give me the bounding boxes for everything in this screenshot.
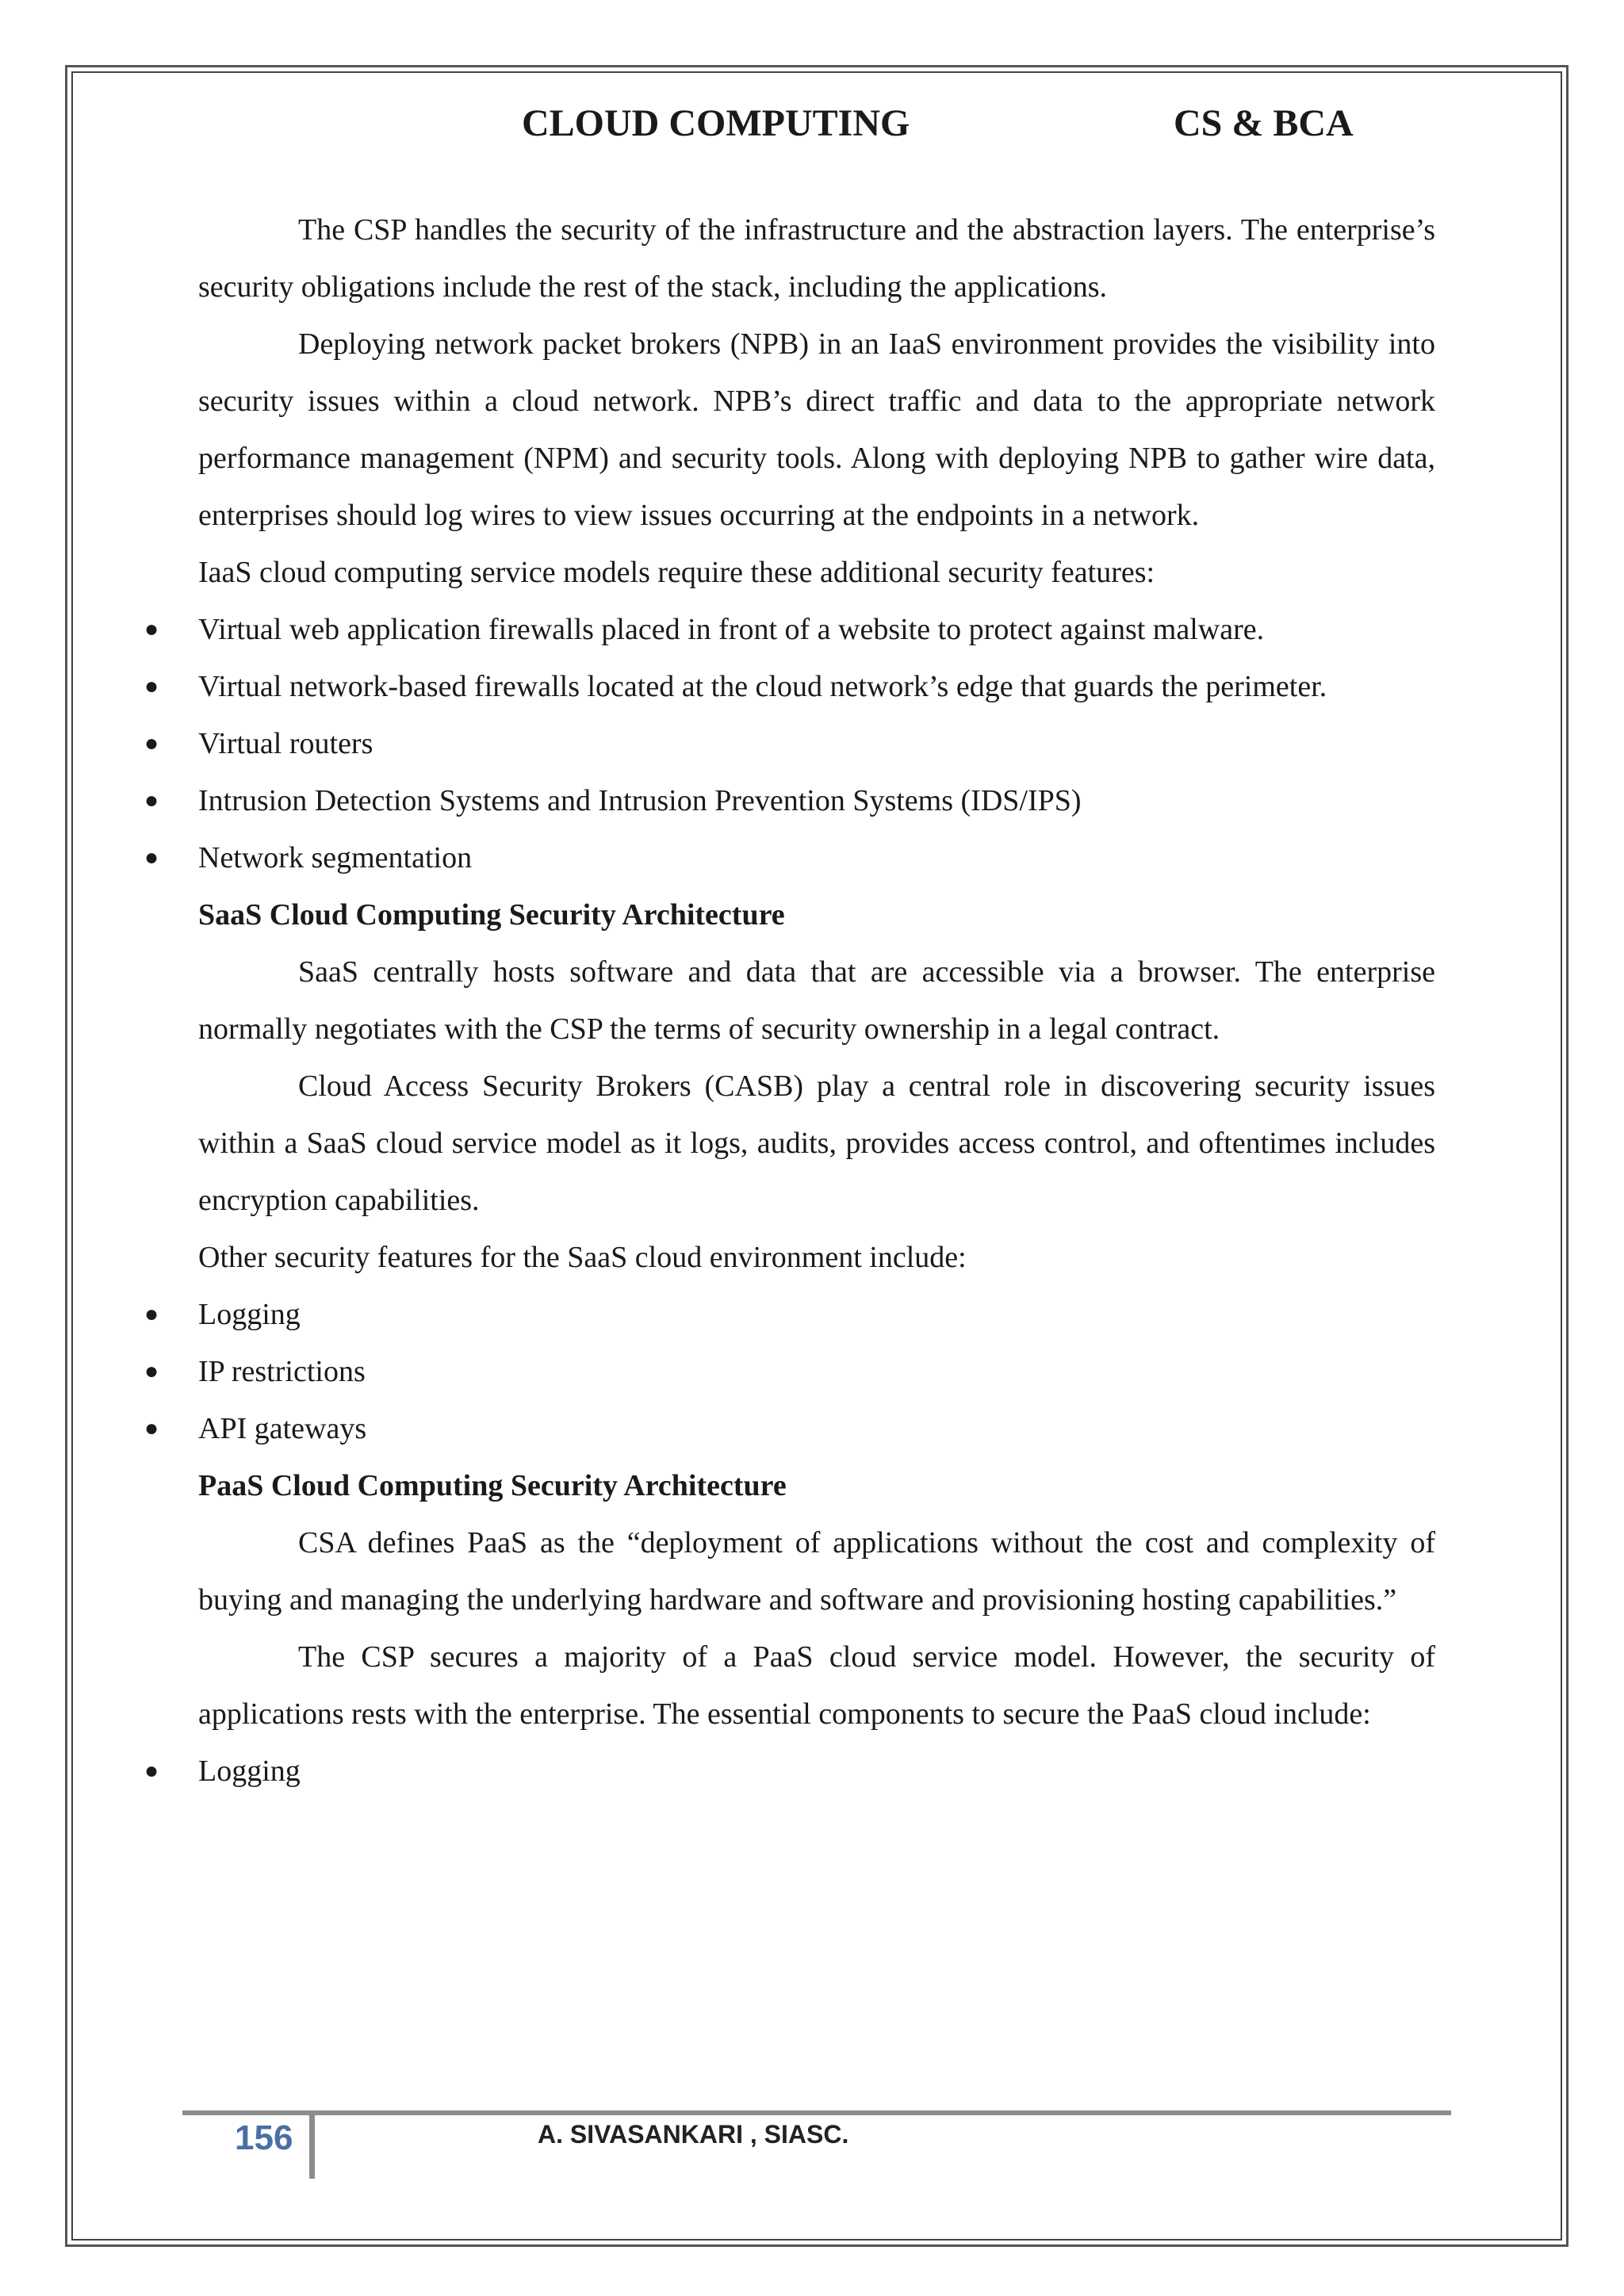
list-item: ● API gateways xyxy=(198,1400,1435,1457)
list-item: ● Network segmentation xyxy=(198,829,1435,886)
paragraph: Deploying network packet brokers (NPB) in an IaaS environment provides the visibility into security issues within a cloud network. NPB’s direct traffic and data to the appropriate network performance management (NPM) and security tools. Along with deploying NPB to gather wire data, enterprises should log wires to view issues occurring at the endpoints in a network. xyxy=(198,327,1435,532)
page-number: 156 xyxy=(235,2118,293,2157)
paragraph: The CSP secures a majority of a PaaS cloud service model. However, the security of applications rests with the enterprise. The essential components to secure the PaaS cloud include: xyxy=(198,1640,1435,1731)
paragraph: The CSP handles the security of the infrastructure and the abstraction layers. The enterprise’s security obligations include the rest of the stack, including the applications. xyxy=(198,213,1435,304)
page-header xyxy=(0,101,1624,149)
bullet-icon: ● xyxy=(144,1415,159,1441)
paragraph: Other security features for the SaaS cloud environment include: xyxy=(198,1241,967,1274)
section-heading-saas: SaaS Cloud Computing Security Architecture xyxy=(198,898,785,932)
bullet-icon: ● xyxy=(144,1301,159,1327)
paragraph: Cloud Access Security Brokers (CASB) play a central role in discovering security issues within a SaaS cloud service model as it logs, audits, provides access control, and oftentimes includes encryption capabilities. xyxy=(198,1070,1435,1217)
bullet-icon: ● xyxy=(144,730,159,756)
section-heading-paas: PaaS Cloud Computing Security Architecture xyxy=(198,1469,787,1502)
list-item: ● IP restrictions xyxy=(198,1343,1435,1400)
page-number-separator xyxy=(309,2115,315,2179)
bullet-icon: ● xyxy=(144,673,159,699)
footer-author: A. SIVASANKARI , SIASC. xyxy=(538,2120,849,2149)
list-item: ● Logging xyxy=(198,1286,1435,1343)
bullet-icon: ● xyxy=(144,844,159,871)
saas-feature-list xyxy=(144,1286,1435,1457)
bullet-icon: ● xyxy=(144,787,159,813)
bullet-icon: ● xyxy=(144,1758,159,1784)
iaas-feature-list xyxy=(144,601,1435,886)
bullet-icon: ● xyxy=(144,1358,159,1384)
header-course: CS & BCA xyxy=(1174,102,1354,144)
paragraph: SaaS centrally hosts software and data that are accessible via a browser. The enterprise normally negotiates with the CSP the terms of security ownership in a legal contract. xyxy=(198,955,1435,1046)
paragraph: CSA defines PaaS as the “deployment of applications without the cost and complexity of buying and managing the underlying hardware and software and provisioning hosting capabilities.” xyxy=(198,1526,1435,1617)
paragraph: IaaS cloud computing service models require these additional security features: xyxy=(198,556,1155,589)
list-item: ● Logging xyxy=(198,1743,1435,1800)
paas-feature-list xyxy=(144,1743,1435,1800)
list-item: ● Virtual routers xyxy=(198,715,1435,772)
list-item: ● Virtual network-based firewalls located at the cloud network’s edge that guards the perimeter. xyxy=(198,658,1435,715)
header-title: CLOUD COMPUTING xyxy=(522,102,910,144)
list-item: ● Intrusion Detection Systems and Intrusion Prevention Systems (IDS/IPS) xyxy=(198,772,1435,829)
list-item: ● Virtual web application firewalls placed in front of a website to protect against malware. xyxy=(198,601,1435,658)
footer-divider xyxy=(182,2110,1451,2115)
page-body xyxy=(144,201,1435,1800)
bullet-icon: ● xyxy=(144,616,159,642)
